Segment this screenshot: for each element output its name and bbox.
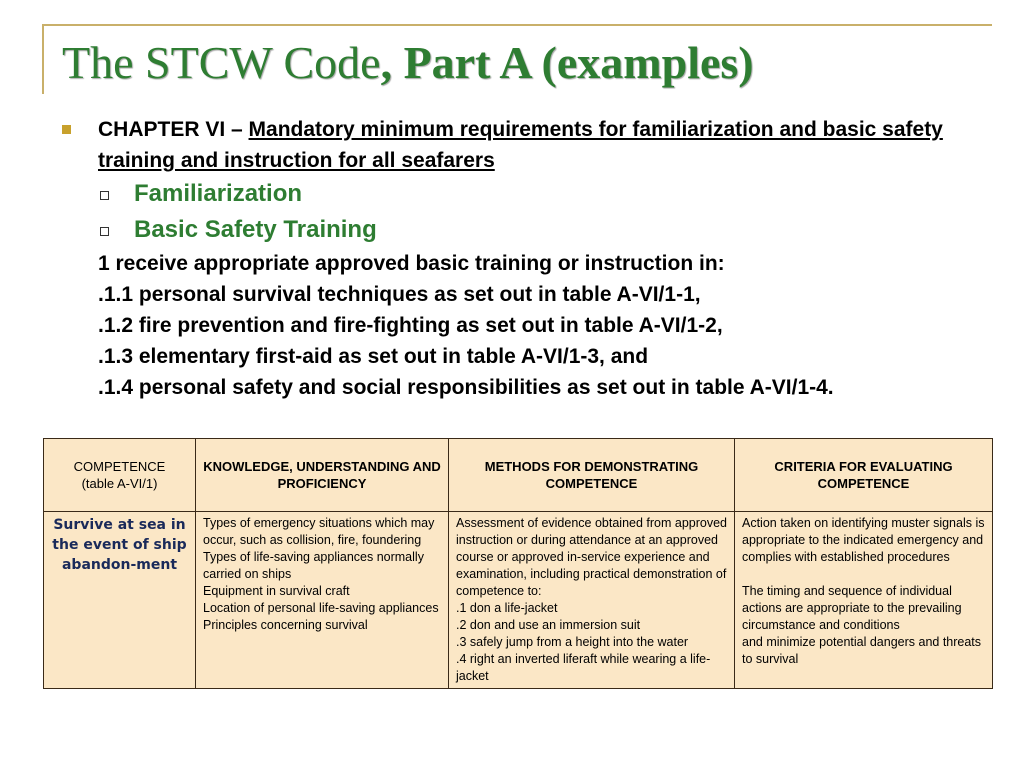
methods-line: .4 right an inverted liferaft while wearing a life-jacket xyxy=(456,652,711,683)
methods-cell xyxy=(449,512,735,689)
chapter-bullet xyxy=(62,114,962,176)
chapter-heading: Mandatory minimum requirements for familiarization and basic safety training and instruction for all seafarers xyxy=(98,118,943,172)
slide-body xyxy=(62,114,962,403)
header-competence: COMPETENCE (table A-VI/1) xyxy=(44,439,196,512)
criteria-cell xyxy=(735,512,993,689)
criteria-line: actions are appropriate to the prevailing circumstance and conditions xyxy=(742,601,962,632)
criteria-line: and minimize potential dangers and threats to survival xyxy=(742,635,982,666)
subitem-familiarization xyxy=(62,176,962,212)
header-criteria: CRITERIA FOR EVALUATING COMPETENCE xyxy=(735,439,993,512)
competence-table xyxy=(43,438,993,689)
knowledge-line: Principles concerning survival xyxy=(203,618,368,632)
title-rule-horizontal xyxy=(42,24,992,26)
knowledge-line: Location of personal life-saving appliances xyxy=(203,601,439,615)
subitem-label: Familiarization xyxy=(134,180,303,207)
criteria-line: Action taken on identifying muster signals is appropriate to the indicated emergency and complies with established procedures xyxy=(742,516,985,564)
paragraph-1-4: .1.4 personal safety and social responsibilities as set out in table A-VI/1-4. xyxy=(98,376,834,399)
knowledge-line: Types of emergency situations which may occur, such as collision, fire, foundering xyxy=(203,516,435,547)
header-methods: METHODS FOR DEMONSTRATING COMPETENCE xyxy=(449,439,735,512)
table-header-row xyxy=(44,439,993,512)
slide-title xyxy=(62,38,754,89)
paragraph-1-3: .1.3 elementary first-aid as set out in table A-VI/1-3, and xyxy=(98,345,649,368)
subitem-label: Basic Safety Training xyxy=(134,216,377,243)
title-sub: , Part A (examples) xyxy=(380,37,754,88)
methods-line: .3 safely jump from a height into the water xyxy=(456,635,689,649)
knowledge-line: Types of life-saving appliances normally carried on ships xyxy=(203,550,424,581)
knowledge-line: Equipment in survival craft xyxy=(203,584,350,598)
methods-line: Assessment of evidence obtained from approved instruction or during attendance at an approved course or approved in-service experience and examination, including practical demonstration of competence to: xyxy=(456,516,727,598)
title-main: The STCW Code xyxy=(62,37,381,88)
hollow-square-bullet-icon xyxy=(100,227,109,236)
paragraph-intro: 1 receive appropriate approved basic training or instruction in: xyxy=(98,252,725,275)
table-row xyxy=(44,512,993,689)
paragraph-1-1: .1.1 personal survival techniques as set out in table A-VI/1-1, xyxy=(98,283,701,306)
methods-line: .2 don and use an immersion suit xyxy=(456,618,641,632)
methods-line: .1 don a life-jacket xyxy=(456,601,558,615)
title-rule-vertical xyxy=(42,24,44,94)
square-bullet-icon xyxy=(62,125,71,134)
knowledge-cell xyxy=(196,512,449,689)
subitem-basic-safety-training xyxy=(62,212,962,248)
competence-cell: Survive at sea in the event of ship abandon-ment xyxy=(44,512,196,689)
paragraph-1-2: .1.2 fire prevention and fire-fighting as set out in table A-VI/1-2, xyxy=(98,314,723,337)
chapter-label: CHAPTER VI – xyxy=(98,118,249,141)
hollow-square-bullet-icon xyxy=(100,191,109,200)
header-knowledge: KNOWLEDGE, UNDERSTANDING AND PROFICIENCY xyxy=(196,439,449,512)
criteria-line: The timing and sequence of individual xyxy=(742,584,952,598)
